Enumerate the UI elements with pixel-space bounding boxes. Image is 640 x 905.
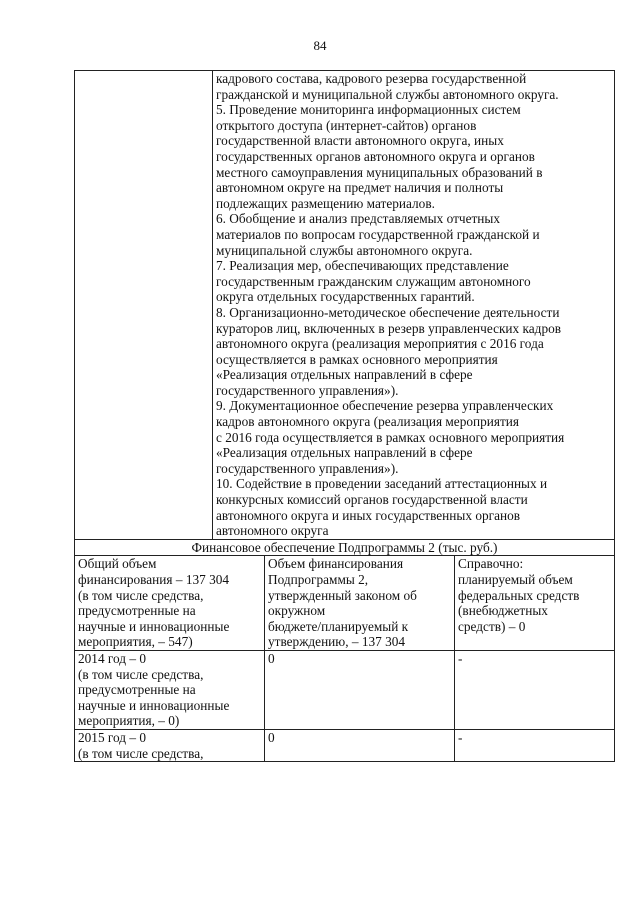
- description-line: государственного управления»).: [216, 382, 399, 398]
- description-line: автономного округа (реализация мероприятия с 2016 года: [216, 336, 544, 352]
- description-line: 8. Организационно-методическое обеспечение деятельности: [216, 304, 560, 320]
- cell-line: 0: [268, 729, 275, 745]
- cell-line: Общий объем: [78, 556, 157, 572]
- finance-header-row: [75, 539, 615, 556]
- description-line: автономного округа и иных государственных органов: [216, 507, 521, 523]
- finance-row-total: [75, 556, 615, 651]
- cell-line: 2014 год – 0: [78, 650, 147, 666]
- year-2014-cell: [75, 650, 265, 729]
- cell-line: мероприятия, – 547): [78, 634, 193, 650]
- description-line: государственным гражданским служащим автономного: [216, 273, 531, 289]
- description-line: «Реализация отдельных направлений в сфере: [216, 445, 473, 461]
- cell-line: финансирования – 137 304: [78, 572, 230, 587]
- cell-line: 0: [268, 650, 275, 666]
- description-line: 5. Проведение мониторинга информационных систем: [216, 102, 521, 118]
- description-row: [75, 71, 615, 540]
- cell-line: (в том числе средства,: [78, 745, 204, 761]
- year-2014-federal-cell: [455, 650, 615, 729]
- description-line: автономного округа: [216, 523, 329, 539]
- cell-line: средств) – 0: [458, 618, 526, 634]
- description-cell: [213, 71, 615, 540]
- description-line: местного самоуправления муниципальных образований в: [216, 164, 543, 180]
- description-line: кадров автономного округа (реализация мероприятия: [216, 414, 520, 430]
- cell-line: мероприятия, – 0): [78, 713, 180, 729]
- description-line: округа отдельных государственных гарантий.: [216, 289, 475, 305]
- description-line: 7. Реализация мер, обеспечивающих представление: [216, 258, 509, 274]
- cell-line: (в том числе средства,: [78, 587, 204, 603]
- description-line: автономном округе на предмет наличия и полноты: [216, 180, 504, 196]
- description-line: осуществляется в рамках основного мероприятия: [216, 351, 498, 367]
- cell-line: научные и инновационные: [78, 697, 230, 713]
- finance-row-2014: [75, 650, 615, 729]
- subprogram-table: [74, 70, 615, 762]
- cell-line: (в том числе средства,: [78, 666, 204, 682]
- total-financing-cell: [75, 556, 265, 651]
- year-2015-cell: [75, 729, 265, 761]
- cell-line: -: [458, 650, 463, 666]
- description-line: кадрового состава, кадрового резерва государственной: [216, 71, 527, 86]
- cell-line: Справочно:: [458, 556, 524, 572]
- cell-line: утвержденный законом об: [268, 587, 417, 603]
- cell-line: научные и инновационные: [78, 618, 230, 634]
- description-line: государственной власти автономного округа, иных: [216, 133, 504, 149]
- description-line: муниципальной службы автономного округа.: [216, 242, 473, 258]
- cell-line: Объем финансирования: [268, 556, 404, 572]
- description-line: 6. Обобщение и анализ представляемых отчетных: [216, 211, 500, 227]
- description-line: государственного управления»).: [216, 460, 399, 476]
- federal-funds-cell: [455, 556, 615, 651]
- cell-line: утверждению, – 137 304: [268, 634, 406, 650]
- description-line: с 2016 года осуществляется в рамках основного мероприятия: [216, 429, 565, 445]
- finance-row-2015: [75, 729, 615, 761]
- cell-line: 2015 год – 0: [78, 729, 147, 745]
- approved-financing-cell: [265, 556, 455, 651]
- description-line: 10. Содействие в проведении заседаний аттестационных и: [216, 476, 548, 492]
- cell-line: бюджете/планируемый к: [268, 618, 409, 634]
- description-line: кураторов лиц, включенных в резерв управленческих кадров: [216, 320, 562, 336]
- cell-line: предусмотренные на: [78, 682, 196, 698]
- finance-header: Финансовое обеспечение Подпрограммы 2 (тыс. руб.): [75, 539, 615, 556]
- cell-line: окружном: [268, 603, 326, 619]
- year-2014-approved-cell: [265, 650, 455, 729]
- label-cell: [75, 71, 213, 540]
- description-line: открытого доступа (интернет-сайтов) органов: [216, 117, 477, 133]
- cell-line: (внебюджетных: [458, 603, 548, 619]
- description-line: конкурсных комиссий органов государственной власти: [216, 492, 528, 508]
- cell-line: планируемый объем: [458, 572, 573, 587]
- description-line: гражданской и муниципальной службы автономного округа.: [216, 86, 559, 102]
- page-number: 84: [313, 38, 327, 53]
- description-line: подлежащих размещению материалов.: [216, 195, 435, 211]
- cell-line: предусмотренные на: [78, 603, 196, 619]
- description-line: государственных органов автономного округа и органов: [216, 148, 535, 164]
- cell-line: Подпрограммы 2,: [268, 572, 369, 587]
- cell-line: -: [458, 729, 463, 745]
- description-line: 9. Документационное обеспечение резерва управленческих: [216, 398, 554, 414]
- cell-line: федеральных средств: [458, 587, 580, 603]
- description-line: материалов по вопросам государственной гражданской и: [216, 226, 540, 242]
- year-2015-approved-cell: [265, 729, 455, 761]
- description-line: «Реализация отдельных направлений в сфере: [216, 367, 473, 383]
- year-2015-federal-cell: [455, 729, 615, 761]
